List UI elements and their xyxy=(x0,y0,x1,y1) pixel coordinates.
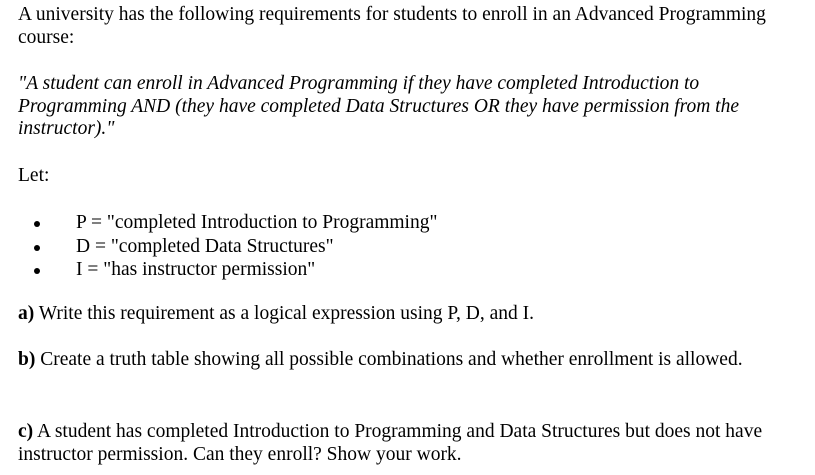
question-c-label: c) xyxy=(18,421,34,442)
question-a-label: a) xyxy=(18,303,35,324)
quote-line-3: instructor)." xyxy=(18,118,115,139)
requirement-quote xyxy=(18,73,739,141)
question-a xyxy=(18,303,534,326)
question-b-text: Create a truth table showing all possible combinations and whether enrollment is allowed. xyxy=(35,349,743,370)
question-c-line-1 xyxy=(18,421,762,444)
variable-item-i xyxy=(18,258,437,282)
question-c-line-2: instructor permission. Can they enroll? Show your work. xyxy=(18,443,462,465)
bullet-icon xyxy=(34,245,40,251)
intro-paragraph xyxy=(18,4,766,49)
question-c xyxy=(18,421,762,466)
variable-text: I = "has instructor permission" xyxy=(76,259,316,280)
question-b-label: b) xyxy=(18,349,36,370)
bullet-icon xyxy=(34,268,40,274)
quote-line-2: Programming AND (they have completed Data Structures OR they have permission from the xyxy=(18,95,740,117)
variable-text: P = "completed Introduction to Programming" xyxy=(76,212,438,233)
variable-item-p xyxy=(18,211,437,235)
intro-line-1: A university has the following requirements for students to enroll in an Advanced Programming xyxy=(18,4,766,25)
let-label: Let: xyxy=(18,165,50,186)
question-a-text: Write this requirement as a logical expression using P, D, and I. xyxy=(34,303,535,324)
bullet-icon xyxy=(34,221,40,227)
variable-text: D = "completed Data Structures" xyxy=(76,235,334,257)
question-c-text-1: A student has completed Introduction to Programming and Data Structures but does not have xyxy=(33,421,763,442)
question-b xyxy=(18,349,743,372)
variable-list xyxy=(18,211,437,282)
intro-line-2: course: xyxy=(18,26,75,48)
quote-line-1: "A student can enroll in Advanced Programming if they have completed Introduction to xyxy=(18,73,700,94)
variable-item-d xyxy=(18,235,437,259)
